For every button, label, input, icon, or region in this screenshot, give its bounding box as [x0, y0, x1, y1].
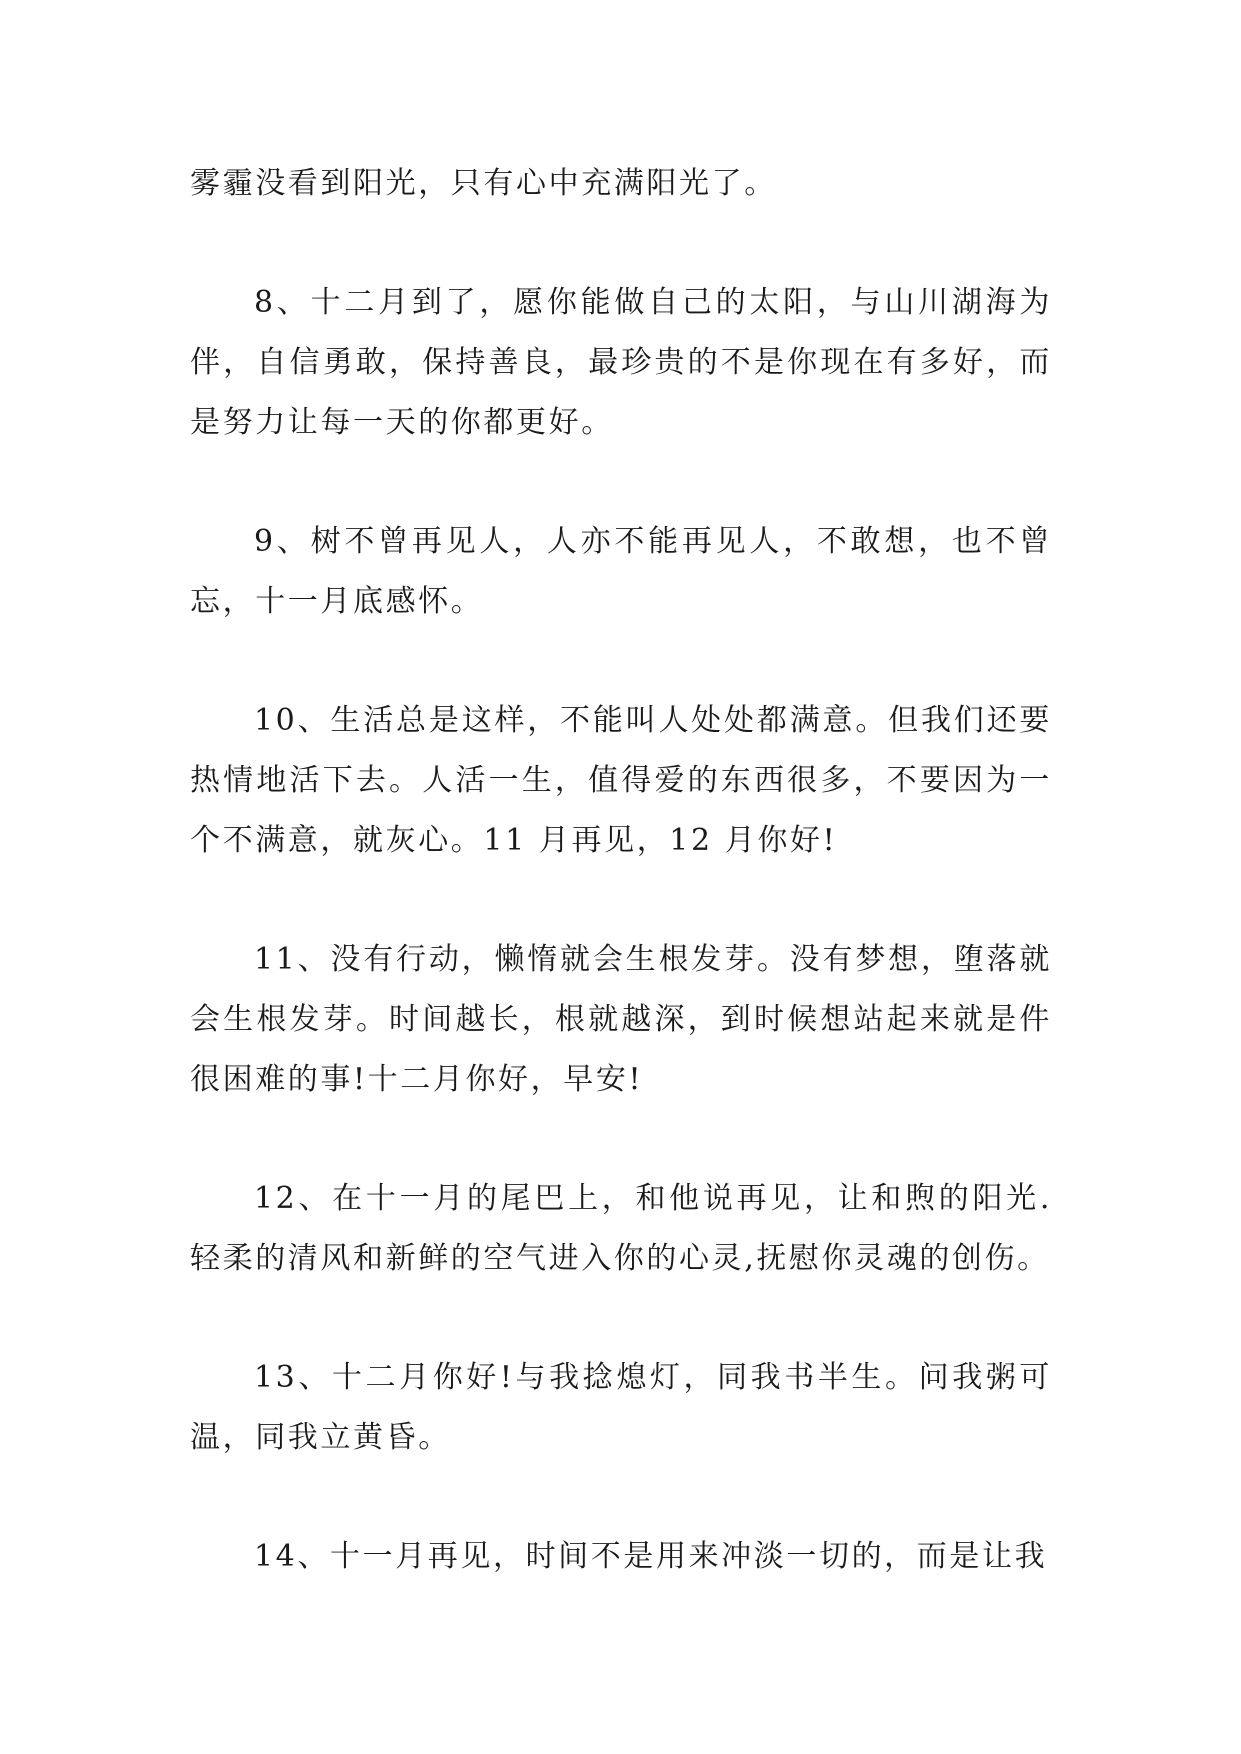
paragraph: 13、十二月你好!与我捻熄灯，同我书半生。问我粥可温，同我立黄昏。	[190, 1360, 1052, 1455]
paragraph: 9、树不曾再见人，人亦不能再见人，不敢想，也不曾忘，十一月底感怀。	[190, 524, 1052, 619]
paragraph: 10、生活总是这样，不能叫人处处都满意。但我们还要热情地活下去。人活一生，值得爱的东西很多，不要因为一个不满意，就灰心。11 月再见，12 月你好!	[190, 703, 1052, 858]
paragraph: 8、十二月到了，愿你能做自己的太阳，与山川湖海为伴，自信勇敢，保持善良，最珍贵的不是你现在有多好，而是努力让每一天的你都更好。	[190, 285, 1052, 440]
paragraph: 11、没有行动，懒惰就会生根发芽。没有梦想，堕落就会生根发芽。时间越长，根就越深，到时候想站起来就是件很困难的事!十二月你好，早安!	[190, 942, 1052, 1097]
paragraph: 12、在十一月的尾巴上，和他说再见，让和煦的阳光.轻柔的清风和新鲜的空气进入你的心灵,抚慰你灵魂的创伤。	[190, 1181, 1052, 1276]
document-body	[190, 154, 1052, 1646]
paragraph: 雾霾没看到阳光，只有心中充满阳光了。	[190, 166, 777, 201]
paragraph: 14、十一月再见，时间不是用来冲淡一切的，而是让我	[254, 1539, 1048, 1574]
